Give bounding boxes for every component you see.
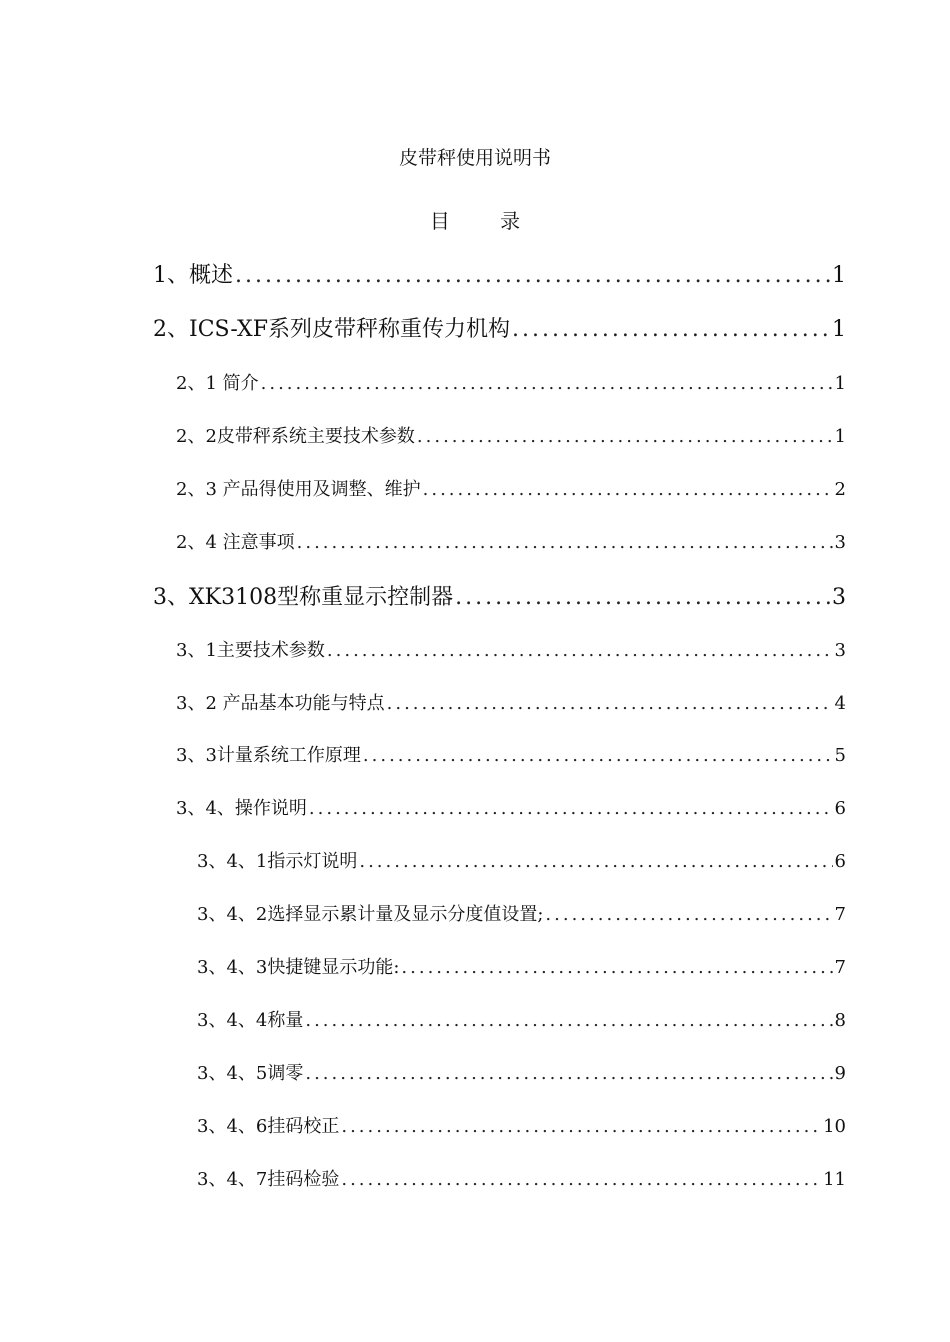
toc-entry-label: 3、4、3快捷键显示功能: xyxy=(197,957,400,978)
toc-leader-dots xyxy=(341,1114,821,1140)
toc-entry-page: 3 xyxy=(834,640,846,661)
toc-leader-dots xyxy=(545,902,832,928)
toc-entry-introduction[interactable] xyxy=(176,371,846,397)
toc-entry-page: 1 xyxy=(834,426,846,447)
toc-leader-dots xyxy=(417,424,833,450)
toc-leader-dots xyxy=(261,371,833,397)
toc-entry-label: 3、4、1指示灯说明 xyxy=(197,851,358,872)
toc-entry-page: 3 xyxy=(832,585,846,610)
toc-entry-label: 3、4、操作说明 xyxy=(176,798,307,819)
toc-leader-dots xyxy=(341,1167,821,1193)
toc-entry-weight-verification[interactable] xyxy=(197,1167,846,1193)
toc-entry-label: 2、2皮带秤系统主要技术参数 xyxy=(176,426,415,447)
toc-entry-precautions[interactable] xyxy=(176,530,846,556)
toc-leader-dots xyxy=(305,1061,832,1087)
toc-entry-page: 2 xyxy=(834,479,846,500)
toc-entry-label: 3、1主要技术参数 xyxy=(176,640,325,661)
toc-entry-page: 11 xyxy=(823,1169,846,1190)
document-title: 皮带秤使用说明书 xyxy=(398,147,551,169)
toc-entry-label: 3、4、2选择显示累计量及显示分度值设置; xyxy=(197,904,544,925)
toc-entry-label: 2、3 产品得使用及调整、维护 xyxy=(176,479,421,500)
toc-entry-label: 3、4、4称量 xyxy=(197,1010,304,1031)
toc-entry-label: 3、4、7挂码检验 xyxy=(197,1169,340,1190)
toc-entry-page: 1 xyxy=(832,317,846,342)
toc-entry-weight-calibration[interactable] xyxy=(197,1114,846,1140)
toc-entry-indicator-lights[interactable] xyxy=(197,849,846,875)
toc-leader-dots xyxy=(387,691,833,717)
toc-entry-main-params[interactable] xyxy=(176,638,846,664)
toc-entry-display-settings[interactable] xyxy=(197,902,846,928)
toc-entry-usage-maintenance[interactable] xyxy=(176,477,846,503)
toc-entry-page: 4 xyxy=(834,693,846,714)
toc-entry-page: 6 xyxy=(834,851,846,872)
toc-entry-functions-features[interactable] xyxy=(176,691,846,717)
toc-entry-page: 7 xyxy=(834,957,846,978)
toc-leader-dots xyxy=(297,530,833,556)
toc-entry-page: 8 xyxy=(834,1010,846,1031)
toc-entry-page: 10 xyxy=(823,1116,846,1137)
toc-leader-dots xyxy=(512,315,830,345)
toc-entry-page: 9 xyxy=(834,1063,846,1084)
toc-entry-zeroing[interactable] xyxy=(197,1061,846,1087)
toc-entry-overview[interactable] xyxy=(153,261,846,291)
toc-entry-label: 2、1 简介 xyxy=(176,373,259,394)
toc-leader-dots xyxy=(359,849,832,875)
toc-leader-dots xyxy=(235,261,830,291)
toc-heading: 目 录 xyxy=(429,209,543,233)
toc-entry-operation[interactable] xyxy=(176,796,846,822)
toc-entry-label: 3、4、5调零 xyxy=(197,1063,304,1084)
toc-leader-dots xyxy=(327,638,833,664)
toc-entry-label: 3、4、6挂码校正 xyxy=(197,1116,340,1137)
toc-leader-dots xyxy=(305,1008,832,1034)
toc-entry-system-params[interactable] xyxy=(176,424,846,450)
toc-leader-dots xyxy=(309,796,833,822)
toc-entry-label: 3、XK3108型称重显示控制器 xyxy=(153,585,454,610)
toc-entry-label: 1、概述 xyxy=(153,263,233,288)
toc-entry-page: 7 xyxy=(834,904,846,925)
toc-leader-dots xyxy=(363,743,833,769)
toc-leader-dots xyxy=(423,477,833,503)
toc-entry-page: 1 xyxy=(834,373,846,394)
toc-entry-page: 5 xyxy=(834,745,846,766)
toc-entry-label: 3、3计量系统工作原理 xyxy=(176,745,361,766)
toc-leader-dots xyxy=(455,583,830,613)
toc-entry-page: 3 xyxy=(834,532,846,553)
toc-leader-dots xyxy=(401,955,832,981)
toc-entry-force-mechanism[interactable] xyxy=(153,315,846,345)
toc-entry-working-principle[interactable] xyxy=(176,743,846,769)
toc-entry-label: 3、2 产品基本功能与特点 xyxy=(176,693,385,714)
toc-entry-label: 2、ICS-XF系列皮带秤称重传力机构 xyxy=(153,317,510,342)
toc-entry-page: 1 xyxy=(832,263,846,288)
toc-entry-page: 6 xyxy=(834,798,846,819)
toc-entry-shortcut-keys[interactable] xyxy=(197,955,846,981)
toc-entry-weighing[interactable] xyxy=(197,1008,846,1034)
toc-entry-display-controller[interactable] xyxy=(153,583,846,613)
toc-entry-label: 2、4 注意事项 xyxy=(176,532,295,553)
